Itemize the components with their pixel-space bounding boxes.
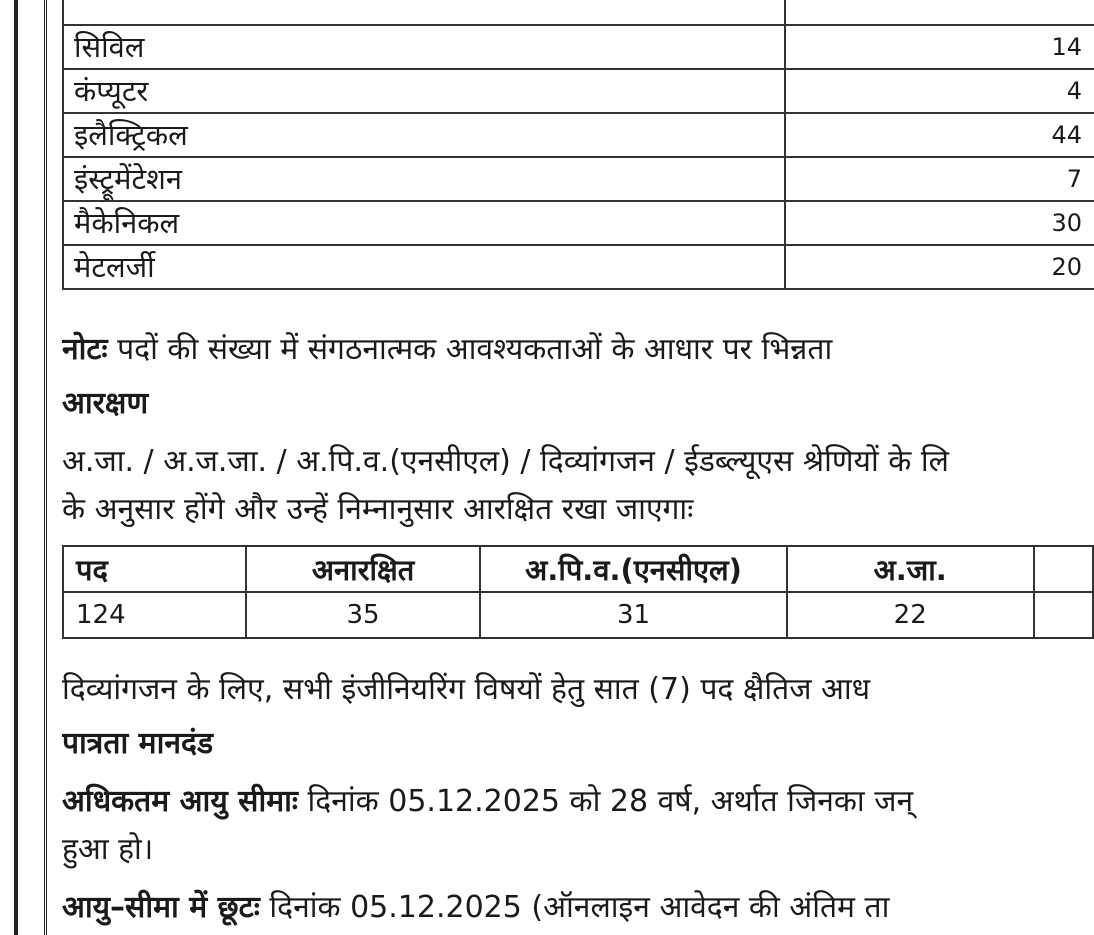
table-row [63,113,1094,157]
discipline-name [63,0,785,25]
discipline-name: मैकेनिकल [63,201,785,245]
max-age-text: दिनांक 05.12.2025 को 28 वर्ष, अर्थात जिनका जन् [298,784,914,819]
max-age-paragraph [62,782,913,822]
header-unreserved: अनारक्षित [246,546,481,592]
table-header-row [63,546,1093,592]
cell-obc-ncl: 31 [480,592,786,638]
discipline-count: 4 [785,69,1094,113]
table-row [63,0,1094,25]
reservation-heading: आरक्षण [62,386,149,421]
cell-next [1034,592,1093,638]
reservation-line-2: के अनुसार होंगे और उन्हें निम्नानुसार आरक्षित रखा जाएगाः [62,492,694,527]
header-obc-ncl: अ.पि.व.(एनसीएल) [480,546,786,592]
discipline-name: इलैक्ट्रिकल [63,113,785,157]
table-row [63,157,1094,201]
discipline-count [785,0,1094,25]
table-row [63,69,1094,113]
discipline-distribution-table [62,0,1094,290]
age-relaxation-text: दिनांक 05.12.2025 (ऑनलाइन आवेदन की अंतिम ता [259,890,890,925]
reservation-table [62,545,1094,639]
table-row [63,592,1093,638]
table-row [63,25,1094,69]
discipline-name: मेटलर्जी [63,245,785,289]
header-next [1034,546,1093,592]
age-relaxation-label: आयु–सीमा में छूटः [62,890,260,925]
max-age-label: अधिकतम आयु सीमाः [62,784,298,819]
table-row [63,245,1094,289]
note-paragraph [62,330,832,370]
discipline-name: सिविल [63,25,785,69]
discipline-count: 7 [785,157,1094,201]
max-age-continuation: हुआ हो। [62,832,154,867]
discipline-count: 20 [785,245,1094,289]
cell-sc: 22 [787,592,1034,638]
left-border-rule [0,0,47,935]
cell-post: 124 [63,592,246,638]
cell-unreserved: 35 [246,592,481,638]
discipline-count: 14 [785,25,1094,69]
divyangjan-paragraph: दिव्यांगजन के लिए, सभी इंजीनियरिंग विषयों हेतु सात (7) पद क्षैतिज आध [62,672,871,707]
header-sc: अ.जा. [787,546,1034,592]
discipline-count: 44 [785,113,1094,157]
note-text: पदों की संख्या में संगठनात्मक आवश्यकताओं के आधार पर भिन्नता [107,332,833,367]
discipline-name: कंप्यूटर [63,69,785,113]
discipline-name: इंस्ट्रूमेंटेशन [63,157,785,201]
reservation-line-1: अ.जा. / अ.ज.जा. / अ.पि.व.(एनसीएल) / दिव्यांगजन / ईडब्ल्यूएस श्रेणियों के लि [62,444,949,479]
table-row [63,201,1094,245]
discipline-count: 30 [785,201,1094,245]
eligibility-heading: पात्रता मानदंड [62,726,214,761]
document-page [62,0,1094,935]
age-relaxation-paragraph [62,888,889,928]
header-post: पद [63,546,246,592]
note-label: नोटः [62,332,108,367]
